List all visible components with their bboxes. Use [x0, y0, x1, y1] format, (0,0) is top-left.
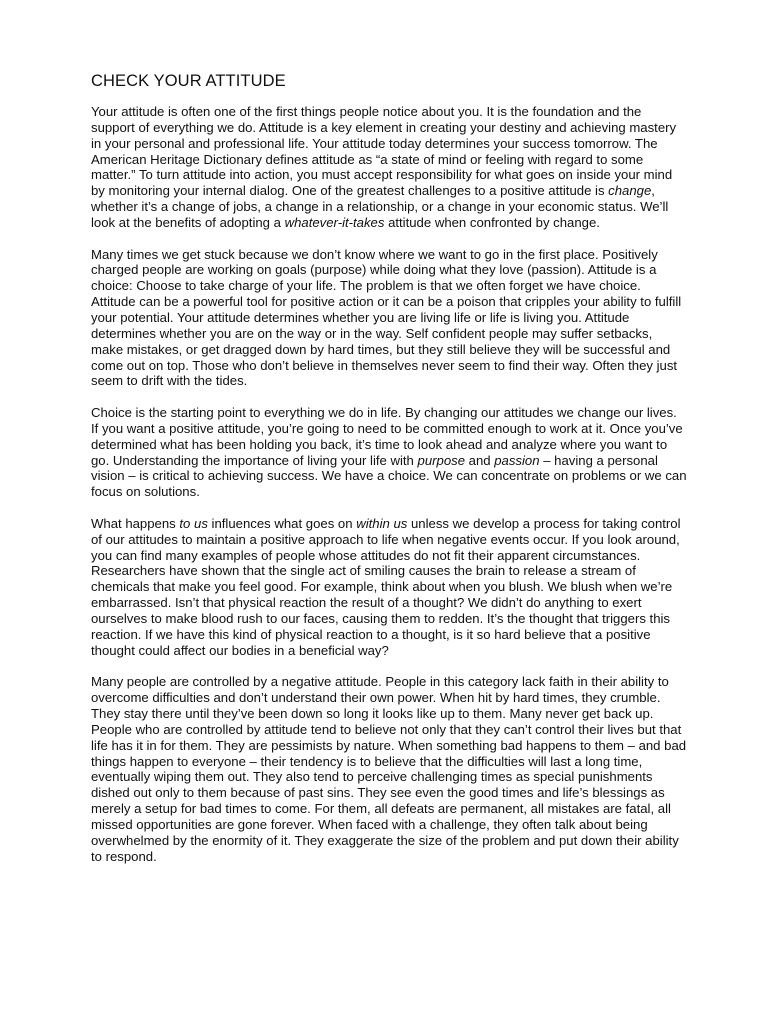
italic-text: passion	[494, 452, 540, 468]
italic-text: whatever-it-takes	[284, 214, 385, 230]
paragraph-text: What happens	[91, 515, 180, 531]
paragraph	[91, 674, 687, 864]
document-title: CHECK YOUR ATTITUDE	[91, 72, 286, 90]
italic-text: purpose	[417, 452, 466, 468]
paragraph-text: Choice is the starting point to everything we do in life. By changing our attitudes we change our lives. If you want a positive attitude, you’re going to need to be committed enough to work at it. Once you’ve determined what has been holding you back, it’s time to look ahead and analyze where you want to go. Understanding the importance of living your life with	[91, 405, 683, 468]
paragraph-text: unless we develop a process for taking control of our attitudes to maintain a positive approach to life when negative events occur. If you look around, you can find many examples of people whose attitudes do not fit their apparent circumstances. Researchers have shown that the single act of smiling causes the brain to release a stream of chemicals that make you feel good. For example, think about when you blush. We blush when we’re embarrassed. Isn’t that physical reaction the result of a thought? We didn’t do anything to exert ourselves to make blood rush to our faces, causing them to redden. It’s the thought that triggers this reaction. If we have this kind of physical reaction to a thought, is it so hard believe that a positive thought could affect our bodies in a beneficial way?	[91, 515, 681, 658]
paragraph-text: influences what goes on	[207, 515, 357, 531]
paragraph-text: Many people are controlled by a negative attitude. People in this category lack faith in their ability to overcome difficulties and don’t understand their own power. When hit by hard times, they crumble. They stay there until they’ve been down so long it looks like up to them. Many never get back up. People who are controlled by attitude tend to believe not only that they can’t control their lives but that life has it in for them. They are pessimists by nature. When something bad happens to them – and bad things happen to everyone – their tendency is to believe that the difficulties will last a long time, eventually wiping them out. They also tend to perceive challenging times as special punishments dished out only to them because of past sins. They see even the good times and life’s blessings as merely a setup for bad times to come. For them, all defeats are permanent, all mistakes are fatal, all missed opportunities are gone forever. When faced with a challenge, they often talk about being overwhelmed by the enormity of it. They exaggerate the size of the problem and put down their ability to respond.	[91, 674, 687, 864]
italic-text: change	[608, 183, 652, 199]
italic-text: within us	[356, 515, 408, 531]
document-body	[91, 104, 687, 865]
paragraph-text: – having a personal vision – is critical to achieving success. We have a choice. We can concentrate on problems or we can focus on solutions.	[91, 452, 687, 500]
document-page	[91, 70, 687, 880]
paragraph-text: attitude when confronted by change.	[384, 214, 600, 230]
paragraph-text: Many times we get stuck because we don’t know where we want to go in the first place. Positively charged people are working on goals (purpose) while doing what they love (passion). Attitude is a choice: Choose to take charge of your life. The problem is that we often forget we have choice. Attitude can be a powerful tool for positive action or it can be a poison that cripples your ability to fulfill your potential. Your attitude determines whether you are living life or life is living you. Attitude determines whether you are on the way or in the way. Self confident people may suffer setbacks, make mistakes, or get dragged down by hard times, but they still believe they will be successful and come out on top. Those who don’t believe in themselves never seem to find their way. Often they just seem to drift with the tides.	[91, 246, 682, 389]
paragraph	[91, 516, 687, 659]
italic-text: to us	[179, 515, 208, 531]
paragraph	[91, 104, 687, 231]
paragraph-text: Your attitude is often one of the first things people notice about you. It is the foundation and the support of everything we do. Attitude is a key element in creating your destiny and achieving mastery in your personal and professional life. Your attitude today determines your success tomorrow. The American Heritage Dictionary defines attitude as “a state of mind or feeling with regard to some matter.” To turn attitude into action, you must accept responsibility for what goes on inside your mind by monitoring your internal dialog. One of the greatest challenges to a positive attitude is	[91, 104, 677, 199]
paragraph-text: and	[465, 452, 495, 468]
paragraph-text: , whether it’s a change of jobs, a change in a relationship, or a change in your economic status. We’ll look at the benefits of adopting a	[91, 183, 669, 230]
paragraph	[91, 247, 687, 390]
paragraph	[91, 405, 687, 500]
